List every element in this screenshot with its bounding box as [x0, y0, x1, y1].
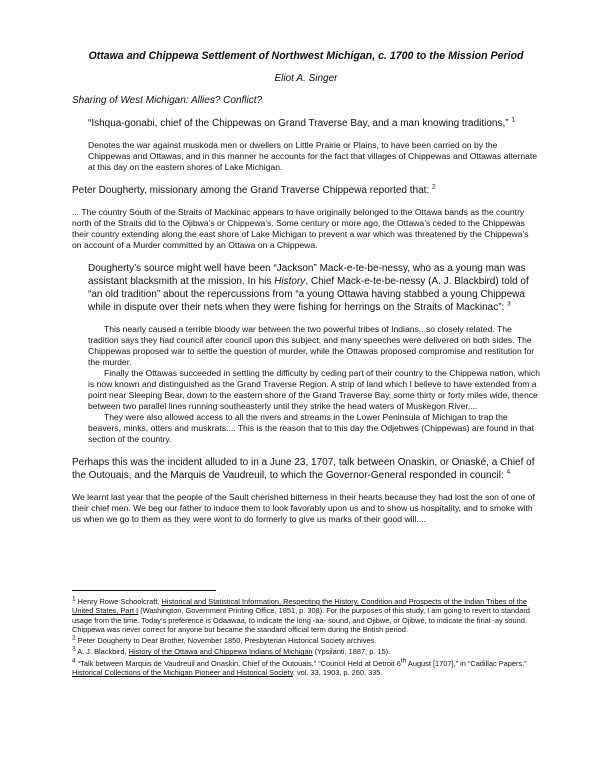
- footnote-1-text-b: (Washington, Government Printing Office, 1851, p. 308). For the purposes of this study, I am going to revert to standard usage from the time. Today’s preference is Odaawaa, to indicate the long -aa- sound, and Ojibwe, or Ojibwé, to indicate the final -ay sound. Chippewa was never correct for anyone but became the standard official term during the British period.: [72, 606, 530, 634]
- footnote-2: [72, 636, 540, 645]
- paragraph-4: [72, 456, 540, 482]
- paragraph-3-text-a: Dougherty’s source might well have been “Jackson” Mack-e-te-be-nessy, who as a young man was assistant blacksmith at the mission. In his: [88, 263, 526, 287]
- footnote-ref-2[interactable]: 2: [432, 183, 436, 191]
- block-quote-3-para-1: This nearly caused a terrible bloody war between the two powerful tribes of Indians...so closely related. The tradition says they had council after council upon this subject, and many speeches were delivered on both sides. The Chippewas proposed war to settle the question of murder, while the Ottawas proposed compromise and restitution for the murder.: [88, 324, 535, 367]
- paragraph-3: [72, 262, 540, 314]
- block-quote-2: [72, 207, 540, 251]
- footnote-3-title: History of the Ottawa and Chippewa Indians of Michigan: [128, 647, 313, 657]
- paragraph-1-text: “Ishqua-gonabi, chief of the Chippewas on Grand Traverse Bay, and a man knowing traditions,”: [88, 118, 509, 129]
- paragraph-1: [72, 117, 540, 130]
- footnote-divider: [72, 590, 216, 591]
- footnote-4: [72, 659, 540, 678]
- footnote-2-text: Peter Dougherty to Dear Brother, November 1850, Presbyterian Historical Society archives.: [75, 636, 377, 646]
- author-name: Eliot A. Singer: [274, 73, 338, 84]
- footnote-4-text-c: , vol. 33, 1903, p. 260, 335.: [292, 668, 383, 678]
- footnote-ref-3[interactable]: 3: [507, 300, 511, 308]
- block-quote-4: [72, 492, 540, 525]
- footnote-1-title: Historical and Statistical Information, Respecting the History, Condition and Prospects of the Indian Tribes of the United States, Part I: [72, 597, 527, 616]
- footnote-4-ordinal: th: [400, 657, 407, 665]
- footnote-2-number: 2: [72, 634, 76, 642]
- paragraph-2: [72, 184, 540, 197]
- section-heading: Sharing of West Michigan: Allies? Conflict?: [72, 95, 263, 106]
- block-quote-3-para-3: They were also allowed access to all the rivers and streams in the Lower Peninsula of Michigan to trap the beavers, minks, otters and muskrats.... This is the reason that to this day the Odjebwes (Chippewas) are found in that section of the country.: [88, 412, 534, 444]
- paragraph-2-text: Peter Dougherty, missionary among the Grand Traverse Chippewa reported that:: [72, 185, 430, 196]
- footnote-4-title: Historical Collections of the Michigan Pioneer and Historical Society: [72, 668, 293, 678]
- footnote-ref-4[interactable]: 4: [506, 468, 511, 476]
- footnote-1: [72, 597, 540, 634]
- paragraph-3-text-b: , Chief Mack-e-te-be-nessy (A. J. Blackbird) told of “an old tradition” about the repercussions from “a young Ottawa having stabbed a young Chippewa while in dispute over their nets when they were fishing for herrings on the Straits of Mackinac”:: [88, 276, 529, 313]
- paragraph-4-text: Perhaps this was the incident alluded to in a June 23, 1707, talk between Onaskin, or Onaské, a Chief of the Outouais, and the Marquis de Vaudreuil, to which the Governor-General responded in council:: [72, 457, 535, 481]
- document-page: [72, 50, 540, 536]
- block-quote-3-para-2: Finally the Ottawas succeeded in settling the difficulty by ceding part of their country to the Chippewa nation, which is now known and distinguished as the Grand Traverse Region. A strip of land which I believe to have extended from a point near Sleeping Bear, down to the eastern shore of the Grand Traverse Bay, some thirty or forty miles wide, thence between two parallel lines running southeasterly until they strike the head waters of Muskegon River....: [88, 368, 540, 411]
- footnote-4-text-b: August [1707],” in “Cadillac Papers,”: [406, 658, 527, 668]
- footnote-1-number: 1: [72, 595, 76, 603]
- footnote-4-number: 4: [72, 657, 76, 665]
- block-quote-1-text: Denotes the war against muskoda men or dwellers on Little Prairie or Plains, to have been carried on by the Chippewas and Ottawas, and in this manner he accounts for the fact that villages of Chippewas and Ottawas alternate at this day on the eastern shores of Lake Michigan.: [88, 140, 538, 172]
- block-quote-4-text: We learnt last year that the people of the Sault cherished bitterness in their hearts because they had lost the son of one of their chief men. We beg our father to induce them to look favorably upon us and to show us hospitality, and to smoke with us when we go to them as they were wont to do formerly to give us marks of their good will....: [72, 492, 535, 524]
- footnotes-section: [72, 590, 540, 679]
- footnote-4-text-a: “Talk between Marquis de Vaudreuil and Onaskin, Chief of the Outouais,” “Council Held at Detroit 6: [75, 658, 401, 668]
- footnote-3-text-b: (Ypsilanti, 1887, p. 15).: [312, 647, 391, 657]
- paper-title: Ottawa and Chippewa Settlement of Northwest Michigan, c. 1700 to the Mission Period: [88, 50, 524, 62]
- block-quote-3: [72, 324, 540, 445]
- history-italic: History: [274, 276, 306, 287]
- footnote-3-number: 3: [72, 646, 76, 654]
- footnote-3: [72, 647, 540, 656]
- block-quote-2-text: ... The country South of the Straits of Mackinac appears to have originally belonged to the Ottawa bands as the country north of the Straits did to the Ojibwa’s or Chippewa’s. Some century or more ago, the Ottawa’s ceded to the Chippewas their country extending along the east shore of Lake Michigan to prevent a war which was threatened by the Chippewa’s on account of a Murder committed by an Ottawa on a Chippewa.: [72, 207, 529, 250]
- footnote-1-text-a: Henry Rowe Schoolcraft,: [75, 597, 162, 606]
- footnote-ref-1[interactable]: 1: [511, 116, 516, 124]
- block-quote-1: [72, 140, 540, 173]
- footnote-3-text-a: A. J. Blackbird,: [75, 647, 129, 657]
